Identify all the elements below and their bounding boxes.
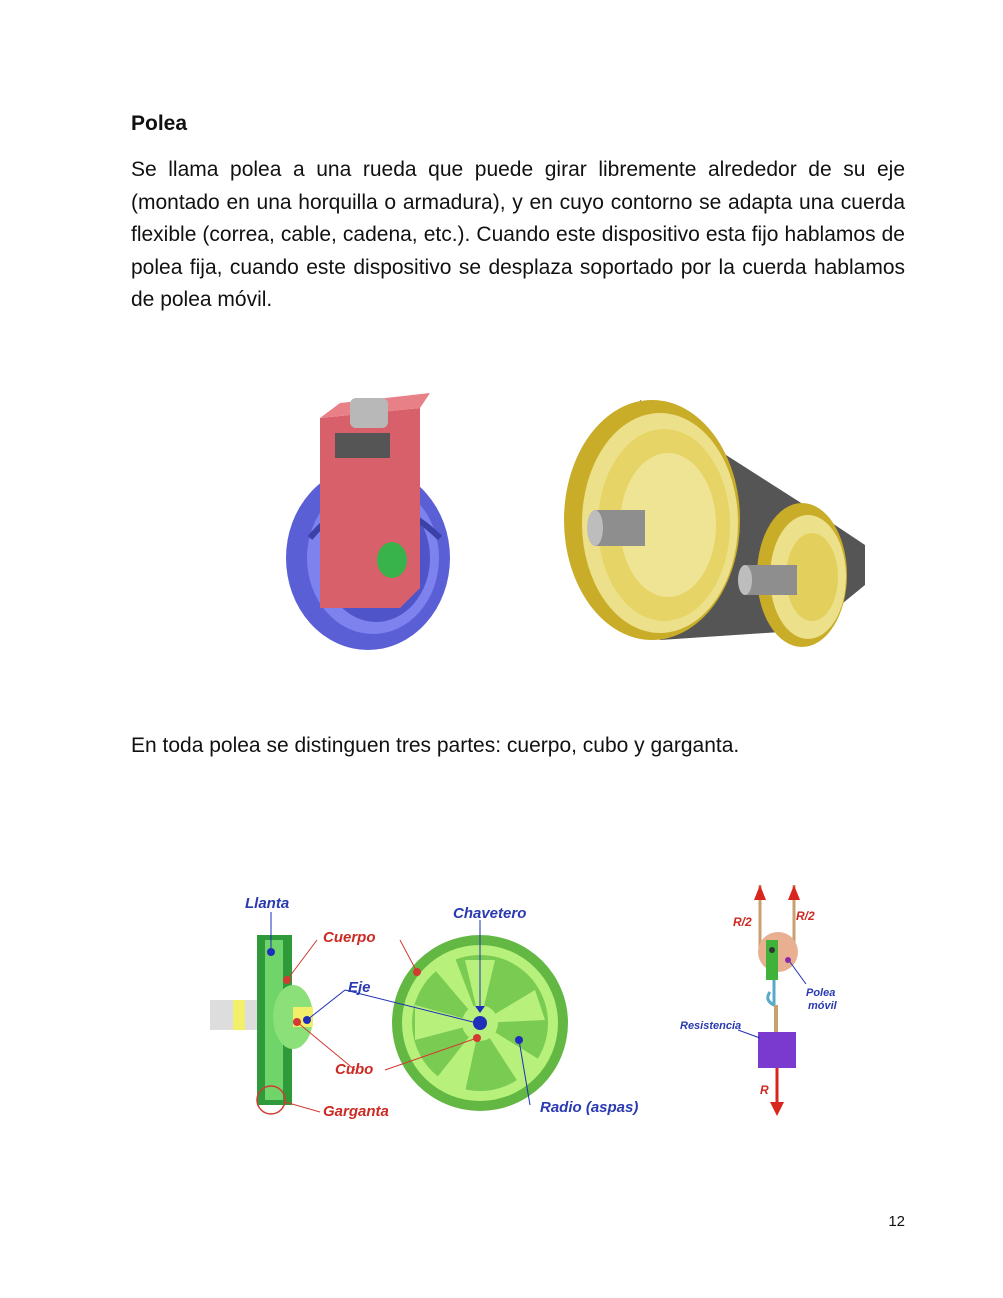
label-polea: Polea: [806, 987, 836, 999]
belt-drive-illustration: [560, 395, 880, 657]
pulley-parts-diagram: [205, 880, 675, 1140]
label-cuerpo: Cuerpo: [323, 929, 376, 946]
label-r-half-right: R/2: [796, 909, 815, 923]
fixed-pulley-illustration: [280, 388, 460, 658]
label-r: R: [760, 1083, 769, 1097]
label-resistencia: Resistencia: [680, 1020, 742, 1032]
movable-pulley-diagram: [678, 880, 853, 1120]
section-heading: Polea: [131, 112, 188, 135]
page-number: 12: [888, 1213, 905, 1230]
parts-paragraph: En toda polea se distinguen tres partes: cuerpo, cubo y garganta.: [131, 734, 740, 757]
label-cubo: Cubo: [335, 1061, 374, 1078]
intro-paragraph: Se llama polea a una rueda que puede girar libremente alrededor de su eje (montado en una horquilla o armadura), y en cuyo contorno se adapta una cuerda flexible (correa, cable, cadena, etc.). Cuando este dispositivo esta fijo hablamos de polea fija, cuando este dispositivo se desplaza soportado por la cuerda hablamos de polea móvil.: [131, 158, 905, 311]
label-llanta: Llanta: [245, 895, 290, 912]
label-garganta: Garganta: [323, 1103, 389, 1120]
label-r-half-left: R/2: [733, 915, 752, 929]
label-eje: Eje: [348, 979, 371, 996]
label-chavetero: Chavetero: [453, 905, 527, 922]
label-radio: Radio (aspas): [540, 1099, 639, 1116]
label-movil: móvil: [808, 1000, 837, 1012]
